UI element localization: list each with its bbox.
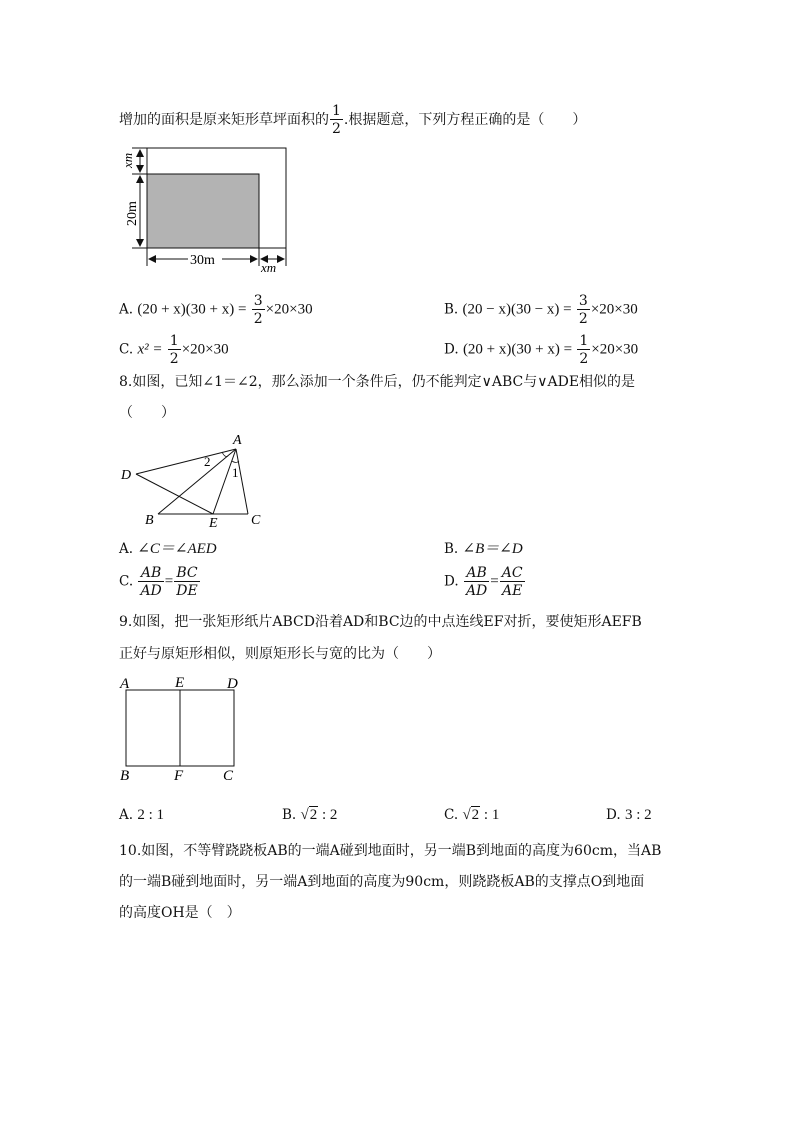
q9-rectangle-figure — [116, 672, 251, 784]
q8-option-a[interactable]: A. ∠C＝∠AED — [119, 541, 217, 557]
q7-fraction: $\frac{1}{2}$ — [332, 103, 341, 137]
q7-option-c[interactable]: C. x² = $\frac{1}{2}$ ×20×30 — [119, 333, 229, 367]
q7-option-a[interactable]: A. (20 + x)(30 + x) = $\frac{3}{2}$ ×20×30 — [119, 293, 313, 327]
original-lawn — [147, 174, 259, 248]
q9-option-b[interactable]: B. √2 : 2 — [282, 807, 338, 823]
q9-label-b: B — [120, 768, 130, 784]
q8-label-c: C — [251, 513, 261, 528]
q9-line-1: 9.如图，把一张矩形纸片ABCD沿着AD和BC边的中点连线EF对折，要使矩形AEFB — [119, 614, 642, 630]
q8-option-d[interactable]: D. $\frac{AB}{AD}$ = $\frac{AC}{AE}$ — [444, 565, 523, 599]
label-bottom-xm: xm — [261, 260, 277, 275]
q8-triangle-figure — [118, 428, 278, 530]
q10-line-3: 的高度OH是（ ） — [119, 905, 241, 921]
q10-line-1: 10.如图，不等臂跷跷板AB的一端A碰到地面时，另一端B到地面的高度为60cm，当AB — [119, 843, 662, 859]
q7-lawn-figure — [110, 140, 300, 280]
q8-label-a: A — [233, 433, 242, 448]
q9-line-2: 正好与原矩形相似，则原矩形长与宽的比为（ ） — [119, 646, 441, 662]
q7-option-b[interactable]: B. (20 − x)(30 − x) = $\frac{3}{2}$ ×20×30 — [444, 293, 638, 327]
q8-answer-paren: （ ） — [119, 405, 175, 421]
q9-option-c[interactable]: C. √2 : 1 — [444, 807, 500, 823]
q8-angle-2: 2 — [204, 454, 211, 469]
q9-label-f: F — [174, 768, 184, 784]
q9-label-e: E — [175, 675, 185, 691]
q7-option-d[interactable]: D. (20 + x)(30 + x) = $\frac{1}{2}$ ×20×30 — [444, 333, 639, 367]
q9-label-a: A — [120, 676, 130, 692]
q9-label-d: D — [227, 676, 238, 692]
q8-label-d: D — [121, 468, 132, 483]
q8-label-b: B — [145, 513, 154, 528]
q8-question-text: 8.如图，已知∠1＝∠2，那么添加一个条件后，仍不能判定∨ABC与∨ADE相似的是 — [119, 374, 636, 390]
q8-option-c[interactable]: C. $\frac{AB}{AD}$ = $\frac{BC}{DE}$ — [119, 565, 198, 599]
q10-line-2: 的一端B碰到地面时，另一端A到地面的高度为90cm，则跷跷板AB的支撑点O到地面 — [119, 874, 645, 890]
q8-option-b[interactable]: B. ∠B＝∠D — [444, 541, 523, 557]
label-left-20m: 20m — [125, 201, 140, 226]
q9-option-a[interactable]: A. 2 : 1 — [119, 807, 165, 823]
label-bottom-30m: 30m — [190, 253, 215, 268]
q7-intro: 增加的面积是原来矩形草坪面积的 $\frac{1}{2}$ .根据题意，下列方程正确的是（ ） — [119, 103, 587, 137]
q8-angle-1: 1 — [232, 465, 239, 480]
q9-label-c: C — [223, 768, 234, 784]
q9-option-d[interactable]: D. 3 : 2 — [606, 807, 652, 823]
q8-label-e: E — [209, 516, 218, 531]
label-top-xm: xm — [120, 152, 135, 168]
